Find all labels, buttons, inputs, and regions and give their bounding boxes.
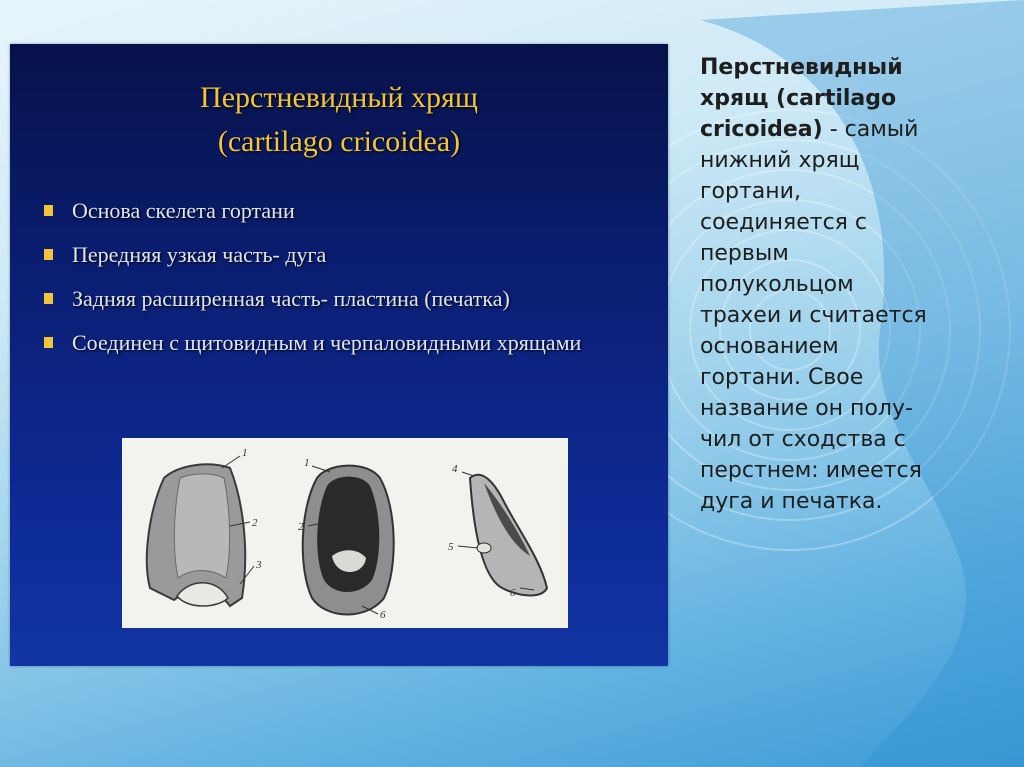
figure-label: 2 <box>252 517 258 529</box>
description-text <box>700 52 1000 517</box>
cricoid-cartilage-illustration <box>122 438 568 628</box>
figure-label: 6 <box>510 587 516 599</box>
description-line <box>700 362 1000 393</box>
bullet-text: Соединен с щитовидным и черпаловидными хрящами <box>72 330 582 355</box>
slide-bullet-list <box>42 196 652 372</box>
description-regular: соединяется с <box>700 210 867 235</box>
description-regular: название он полу- <box>700 396 913 421</box>
figure-label: 1 <box>242 447 248 459</box>
square-bullet-icon <box>44 205 53 216</box>
description-line <box>700 114 1000 145</box>
slide-title-line1: Перстневидный хрящ <box>200 81 478 114</box>
description-regular: основанием <box>700 334 839 359</box>
cricoid-top-view <box>298 457 394 621</box>
slide-image <box>10 44 668 666</box>
description-line <box>700 83 1000 114</box>
description-regular: - самый <box>822 117 919 142</box>
figure-label: 6 <box>380 609 386 621</box>
bullet-text: Передняя узкая часть- дуга <box>72 242 327 267</box>
description-regular: гортани. Свое <box>700 365 864 390</box>
figure-label: 2 <box>298 521 304 533</box>
description-regular: перстнем: имеется <box>700 458 922 483</box>
bullet-text: Основа скелета гортани <box>72 198 295 223</box>
description-bold: хрящ (cartilago <box>700 86 897 111</box>
description-line <box>700 145 1000 176</box>
description-regular: нижний хрящ <box>700 148 860 173</box>
figure-label: 1 <box>304 457 310 469</box>
description-bold: cricoidea) <box>700 117 823 142</box>
bullet-item <box>42 284 652 314</box>
description-bold: Перстневидный <box>700 55 903 80</box>
figure-label: 4 <box>452 463 458 475</box>
figure-label: 5 <box>448 541 454 553</box>
bullet-item <box>42 240 652 270</box>
square-bullet-icon <box>44 337 53 348</box>
description-regular: первым <box>700 241 789 266</box>
description-regular: дуга и печатка. <box>700 489 883 514</box>
cricoid-front-view <box>147 447 262 606</box>
description-regular: чил от сходства с <box>700 427 906 452</box>
description-line <box>700 300 1000 331</box>
description-regular: полукольцом <box>700 272 854 297</box>
figure-label: 3 <box>256 559 262 571</box>
description-line <box>700 331 1000 362</box>
description-line <box>700 176 1000 207</box>
description-regular: трахеи и считается <box>700 303 927 328</box>
bullet-text: Задняя расширенная часть- пластина (печатка) <box>72 286 510 311</box>
bullet-item <box>42 328 652 358</box>
description-line <box>700 393 1000 424</box>
description-line <box>700 486 1000 517</box>
description-line <box>700 269 1000 300</box>
bullet-item <box>42 196 652 226</box>
description-line <box>700 455 1000 486</box>
description-line <box>700 238 1000 269</box>
square-bullet-icon <box>44 293 53 304</box>
square-bullet-icon <box>44 249 53 260</box>
description-regular: гортани, <box>700 179 801 204</box>
description-line <box>700 424 1000 455</box>
slide-title <box>10 76 668 164</box>
cricoid-side-view <box>448 463 547 599</box>
slide-title-line2: (cartilago cricoidea) <box>217 125 461 158</box>
description-line <box>700 52 1000 83</box>
description-line <box>700 207 1000 238</box>
